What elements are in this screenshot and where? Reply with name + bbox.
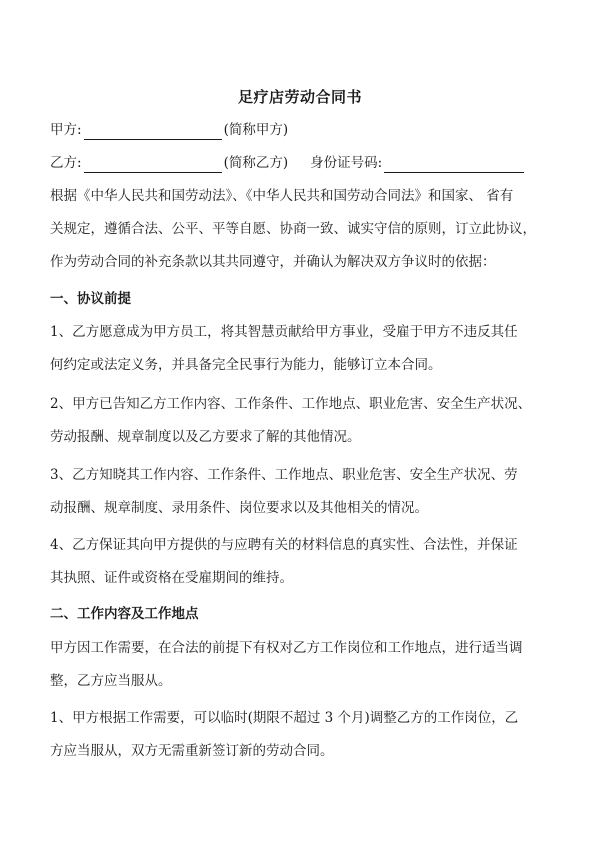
clause-1-3-line-2: 动报酬、规章制度、录用条件、岗位要求以及其他相关的情况。 [50, 500, 428, 516]
clause-1-4-line-2: 其执照、证件或资格在受雇期间的维持。 [50, 570, 293, 586]
party-b-suffix: (简称乙方) [223, 155, 289, 171]
clause-1-2-line-2: 劳动报酬、规章制度以及乙方要求了解的其他情况。 [50, 429, 361, 445]
party-a-label: 甲方: [50, 122, 82, 138]
clause-1-3-line-1: 3、乙方知晓其工作内容、工作条件、工作地点、职业危害、安全生产状况、劳 [50, 467, 518, 483]
clause-1-2-line-1: 2、甲方已告知乙方工作内容、工作条件、工作地点、职业危害、安全生产状况、 [50, 396, 532, 412]
section-2-heading: 二、工作内容及工作地点 [50, 606, 199, 622]
party-a-row [50, 120, 560, 140]
id-number-label: 身份证号码: [310, 155, 383, 171]
document-title: 足疗店劳动合同书 [237, 88, 362, 106]
id-number-blank[interactable] [384, 156, 524, 173]
section-1-heading: 一、协议前提 [50, 291, 131, 307]
clause-2-1-line-2: 方应当服从，双方无需重新签订新的劳动合同。 [50, 743, 334, 759]
intro-line-2: 关规定，遵循合法、公平、平等自愿、协商一致、诚实守信的原则，订立此协议， [50, 221, 536, 237]
party-b-row [50, 153, 560, 173]
section-2-intro-line-2: 整，乙方应当服从。 [50, 673, 172, 689]
party-a-suffix: (简称甲方) [223, 122, 289, 138]
intro-line-3: 作为劳动合同的补充条款以其共同遵守，并确认为解决双方争议时的依据： [50, 254, 496, 270]
clause-1-1-line-2: 何约定或法定义务，并具备完全民事行为能力，能够订立本合同。 [50, 357, 442, 373]
clause-2-1-line-1: 1、甲方根据工作需要，可以临时(期限不超过 3 个月)调整乙方的工作岗位，乙 [50, 710, 519, 726]
intro-line-1: 根据《中华人民共和国劳动法》、《中华人民共和国劳动合同法》和国家、 省有 [50, 188, 514, 204]
section-2-intro-line-1: 甲方因工作需要，在合法的前提下有权对乙方工作岗位和工作地点，进行适当调 [50, 640, 523, 656]
party-b-blank[interactable] [84, 156, 222, 173]
clause-1-4-line-1: 4、乙方保证其向甲方提供的与应聘有关的材料信息的真实性、合法性，并保证 [50, 537, 518, 553]
party-a-blank[interactable] [84, 123, 222, 140]
party-b-label: 乙方: [50, 155, 82, 171]
clause-1-1-line-1: 1、乙方愿意成为甲方员工，将其智慧贡献给甲方事业，受雇于甲方不违反其任 [50, 324, 518, 340]
